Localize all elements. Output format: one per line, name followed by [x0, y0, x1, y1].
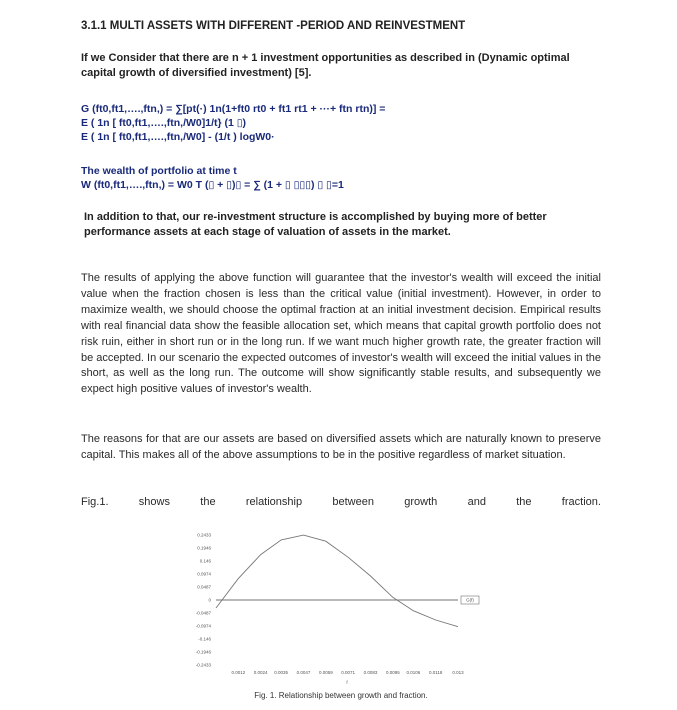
y-tick-label: 0.146	[199, 558, 211, 564]
y-tick-label: 0.1946	[197, 545, 211, 551]
x-tick-label: 0.0083	[363, 670, 378, 675]
growth-curve-line	[216, 535, 458, 627]
fig-word: and	[467, 496, 486, 508]
growth-formula-block	[81, 102, 601, 144]
x-tick-label: 0.0035	[274, 670, 289, 675]
fig-word: shows	[138, 496, 170, 508]
x-tick-label: 0.0012	[231, 670, 246, 675]
x-tick-label: 0.0095	[385, 670, 400, 675]
y-tick-label: -0.2433	[196, 662, 211, 668]
fig-word: Fig.1.	[81, 496, 109, 508]
reinvestment-text: In addition to that, our re-investment structure is accomplished by buying more of better performance assets at each stage of valuation of assets in the market.	[84, 211, 547, 238]
x-tick-label: 0.0024	[253, 670, 268, 675]
formula-line-1: G (ft0,ft1,….,ftn,) = ∑[pt(·) 1n(1+ft0 rt0 + ft1 rt1 + ···+ ftn rtn)] =	[81, 103, 386, 115]
fig-word: between	[332, 496, 374, 508]
section-heading: 3.1.1 MULTI ASSETS WITH DIFFERENT -PERIOD AND REINVESTMENT	[81, 20, 466, 32]
y-tick-label: -0.0487	[196, 610, 211, 616]
wealth-title: The wealth of portfolio at time t	[81, 165, 237, 177]
x-tick-label: 0.0106	[406, 670, 421, 675]
y-tick-label: -0.0974	[196, 623, 211, 629]
figure-caption: Fig. 1. Relationship between growth and fraction.	[254, 691, 428, 700]
wealth-formula: W (ft0,ft1,….,ftn,) = W0 T (▯ + ▯)▯ = ∑ (1 + ▯ ▯▯▯) ▯ ▯=1	[81, 179, 344, 191]
formula-line-2: E ( 1n [ ft0,ft1,….,ftn,/W0]1/t} (1 ▯)	[81, 117, 247, 129]
y-tick-label: 0.0974	[197, 571, 211, 577]
fig-word: the	[516, 496, 532, 508]
paragraph-reasons: The reasons for that are our assets are based on diversified assets which are naturally known to preserve capital. This makes all of the above assumptions to be in the positive regardless of market situation.	[81, 433, 601, 461]
fig-word: fraction.	[561, 496, 601, 508]
x-tick-label: 0.0047	[296, 670, 311, 675]
y-tick-label: -0.146	[198, 636, 211, 642]
x-tick-label: 0.0071	[341, 670, 356, 675]
fig-word: growth	[404, 496, 438, 508]
x-tick-label: 0.0059	[318, 670, 333, 675]
intro-text: If we Consider that there are n + 1 investment opportunities as described in (Dynamic optimal capital growth of diversified investment) [5].	[81, 52, 570, 79]
y-tick-label: 0.0487	[197, 584, 211, 590]
fig-word: relationship	[245, 496, 303, 508]
legend-label: G(f)	[466, 597, 474, 603]
x-tick-label: 0.013	[452, 670, 464, 675]
x-tick-label: 0.0118	[428, 670, 443, 675]
paragraph-results: The results of applying the above function will guarantee that the investor's wealth will exceed the initial value when the fraction chosen is less than the critical value (initial investment). However, in order to maximize wealth, we should choose the optimal fraction at an initial investment decision. Empirical results with real financial data show the feasible allocation set, which means that capital growth portfolio does not risk ruin, either in short run or in the long run. If we want much higher growth rate, the greater fraction will be accepted. In our scenario the expected outcomes of investor's wealth will exceed the initial values in the short, as well as the long run. The outcome will show significantly stable results, and subsequently we expect high positive values of investor's wealth.	[81, 272, 602, 396]
wealth-block	[81, 164, 601, 192]
figure-reference-line	[81, 496, 601, 508]
growth-fraction-chart	[196, 530, 486, 690]
x-axis-label: f	[346, 680, 348, 685]
y-tick-label: -0.1946	[196, 649, 211, 655]
formula-line-3: E ( 1n [ ft0,ft1,….,ftn,/W0] - (1/t ) logW0·	[81, 131, 275, 143]
fig-word: the	[200, 496, 216, 508]
y-tick-label: 0.2433	[197, 532, 211, 538]
y-tick-label: 0	[208, 597, 211, 603]
